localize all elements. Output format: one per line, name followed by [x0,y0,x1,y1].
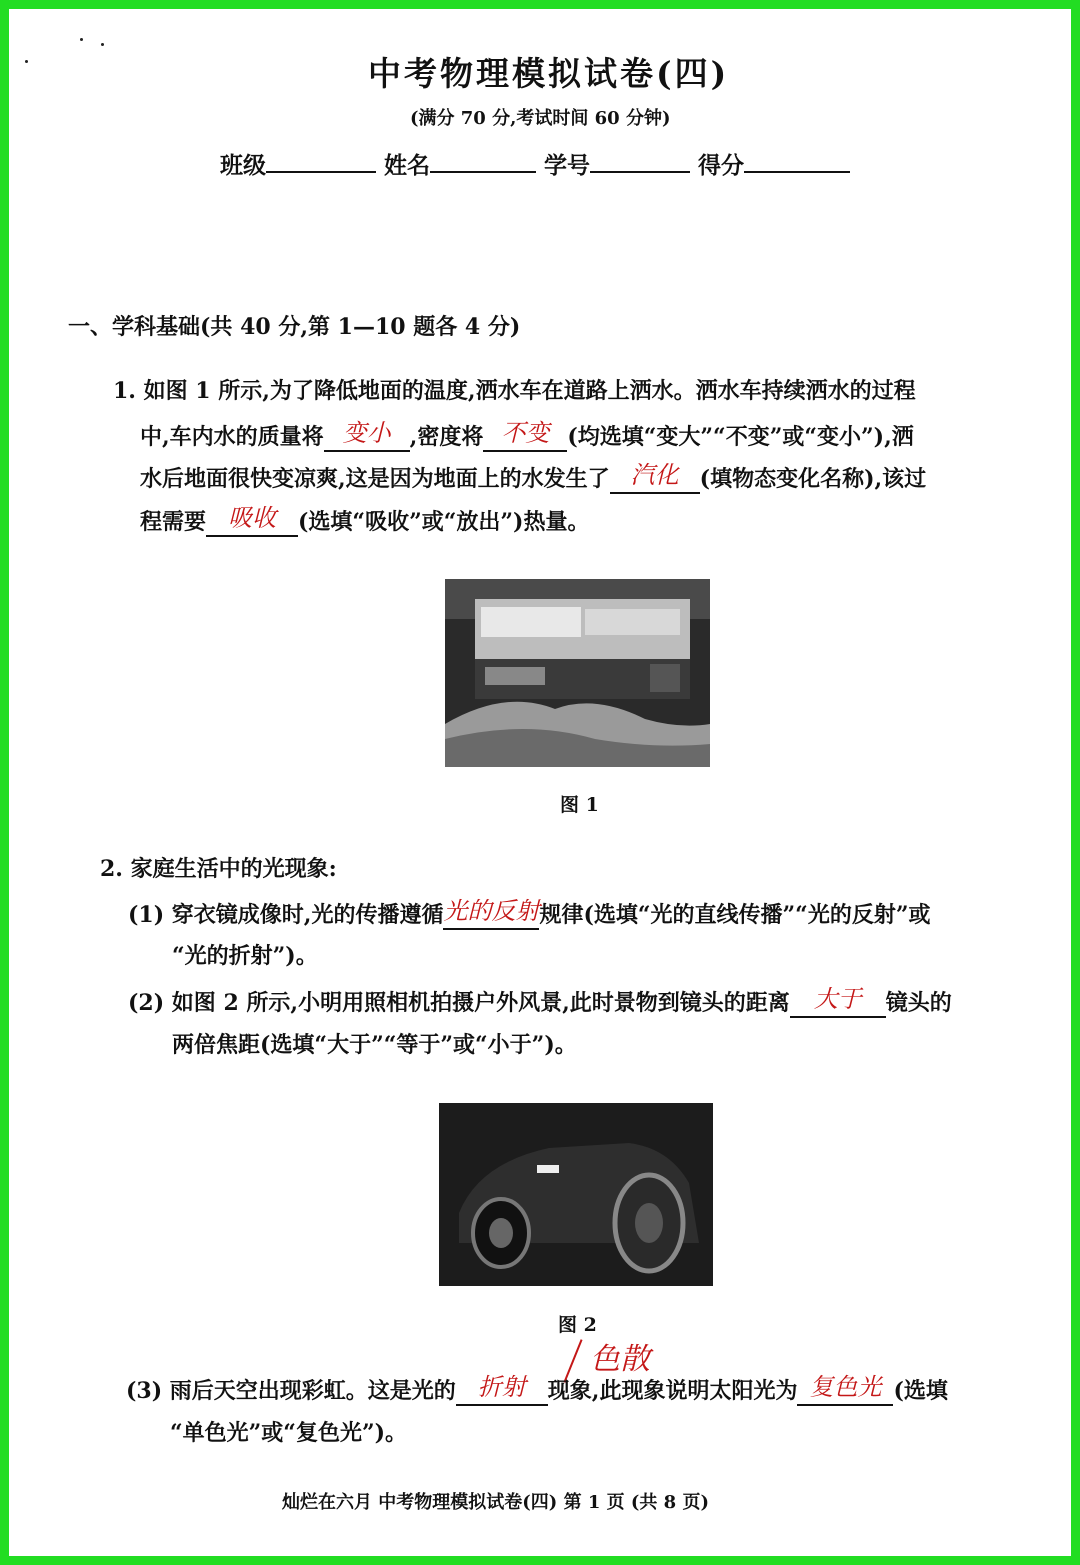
student-info-row [220,145,850,180]
q1-answer-heat[interactable] [206,504,298,537]
scan-speck [25,60,28,63]
q2-1-line2: “光的折射”)。 [172,943,318,969]
page-footer: 灿烂在六月 中考物理模拟试卷(四) 第 1 页 (共 8 页) [282,1492,709,1513]
student-id-field[interactable] [590,145,690,173]
handwritten-answer: 变小 [342,419,391,447]
name-label: 姓名 [384,152,431,179]
q2-1-line1: (1) 穿衣镜成像时,光的传播遵循光的反射规律(选填“光的直线传播”“光的反射”或 [128,897,931,928]
score-field[interactable] [744,145,850,173]
exam-subtitle: (满分 70 分,考试时间 60 分钟) [410,108,671,129]
sprinkler-truck-image [445,579,710,767]
figure-1-caption: 图 1 [560,794,599,816]
q2-3-line1: (3) 雨后天空出现彩虹。这是光的 折射 现象,此现象说明太阳光为 复色光 (选填 [126,1373,948,1404]
q1-line3: 水后地面很快变凉爽,这是因为地面上的水发生了 汽化 (填物态变化名称),该过 [140,461,927,492]
q2-2-line1: (2) 如图 2 所示,小明用照相机拍摄户外风景,此时景物到镜头的距离 大于 镜头的 [128,985,952,1016]
handwritten-answer: 复色光 [809,1373,882,1401]
figure-2-caption: 图 2 [558,1314,597,1336]
score-label: 得分 [698,152,745,179]
q2-3-answer-a[interactable] [456,1373,548,1406]
handwritten-answer: 光的反射 [443,897,540,925]
q1-line1: 1. 如图 1 所示,为了降低地面的温度,洒水车在道路上洒水。洒水车持续洒水的过程 [113,378,916,404]
q1-answer-density[interactable] [483,419,567,452]
section-heading: 一、学科基础(共 40 分,第 1—10 题各 4 分) [68,314,521,340]
q2-3-line2: “单色光”或“复色光”)。 [170,1420,408,1446]
q2-heading: 2. 家庭生活中的光现象: [100,856,337,882]
car-image [439,1103,713,1286]
q2-3-answer-b[interactable] [797,1373,893,1406]
class-field[interactable] [266,145,376,173]
q1-line4: 程需要 吸收 (选填“吸收”或“放出”)热量。 [140,504,590,535]
student-id-label: 学号 [544,152,591,179]
handwritten-answer: 不变 [501,419,550,447]
handwritten-answer: 大于 [813,985,862,1013]
class-label: 班级 [220,152,266,179]
figure-1-photo [445,579,710,767]
scan-speck [101,43,104,46]
exam-title: 中考物理模拟试卷(四) [368,54,730,93]
name-field[interactable] [430,145,536,173]
q2-1-answer[interactable] [443,897,540,930]
handwritten-correction: 色散 [590,1342,650,1377]
q1-answer-mass[interactable] [324,419,410,452]
q2-2-line2: 两倍焦距(选填“大于”“等于”或“小于”)。 [172,1032,577,1058]
q2-2-answer[interactable] [790,985,886,1018]
handwritten-answer: 汽化 [630,461,679,489]
exam-paper [9,9,1071,1556]
handwritten-answer: 吸收 [228,504,277,532]
q1-line2: 中,车内水的质量将 变小 ,密度将 不变 (均选填“变大”“不变”或“变小”),洒 [140,419,914,450]
q1-answer-state-change[interactable] [610,461,700,494]
figure-2-photo [439,1103,713,1286]
handwritten-answer: 折射 [477,1373,526,1401]
scan-speck [80,38,83,41]
